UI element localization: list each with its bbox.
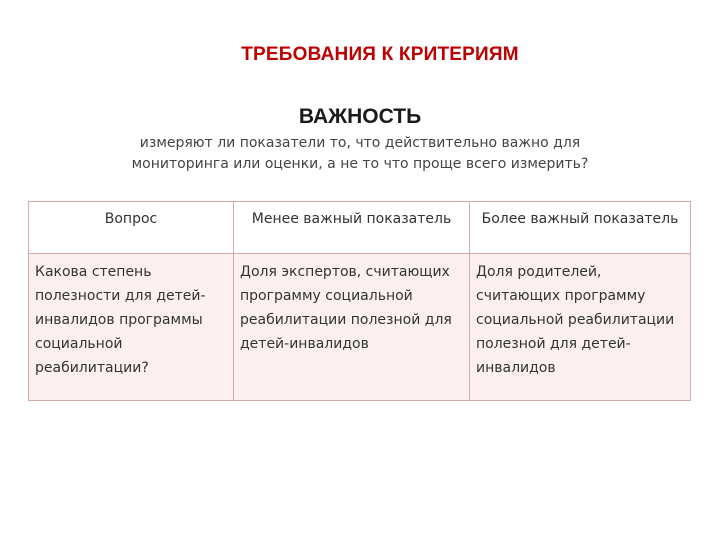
description-line-2: мониторинга или оценки, а не то что проще всего измерить? — [131, 156, 589, 172]
cell-less-important: Доля экспертов, считающих программу социальной реабилитации полезной для детей-инвалидов — [234, 254, 470, 401]
criterion-description — [90, 133, 630, 175]
table-row — [29, 254, 691, 401]
header-less-important: Менее важный показатель — [234, 202, 470, 254]
criteria-table — [28, 201, 691, 401]
table-header-row — [29, 202, 691, 254]
header-question: Вопрос — [29, 202, 234, 254]
description-line-1: измеряют ли показатели то, что действительно важно для — [139, 135, 581, 151]
header-more-important: Более важный показатель — [470, 202, 691, 254]
cell-question: Какова степень полезности для детей-инвалидов программы социальной реабилитации? — [29, 254, 234, 401]
cell-more-important: Доля родителей, считающих программу социальной реабилитации полезной для детей-инвалидов — [470, 254, 691, 401]
slide-title: ТРЕБОВАНИЯ К КРИТЕРИЯМ — [241, 44, 519, 65]
criterion-heading: ВАЖНОСТЬ — [298, 105, 422, 128]
